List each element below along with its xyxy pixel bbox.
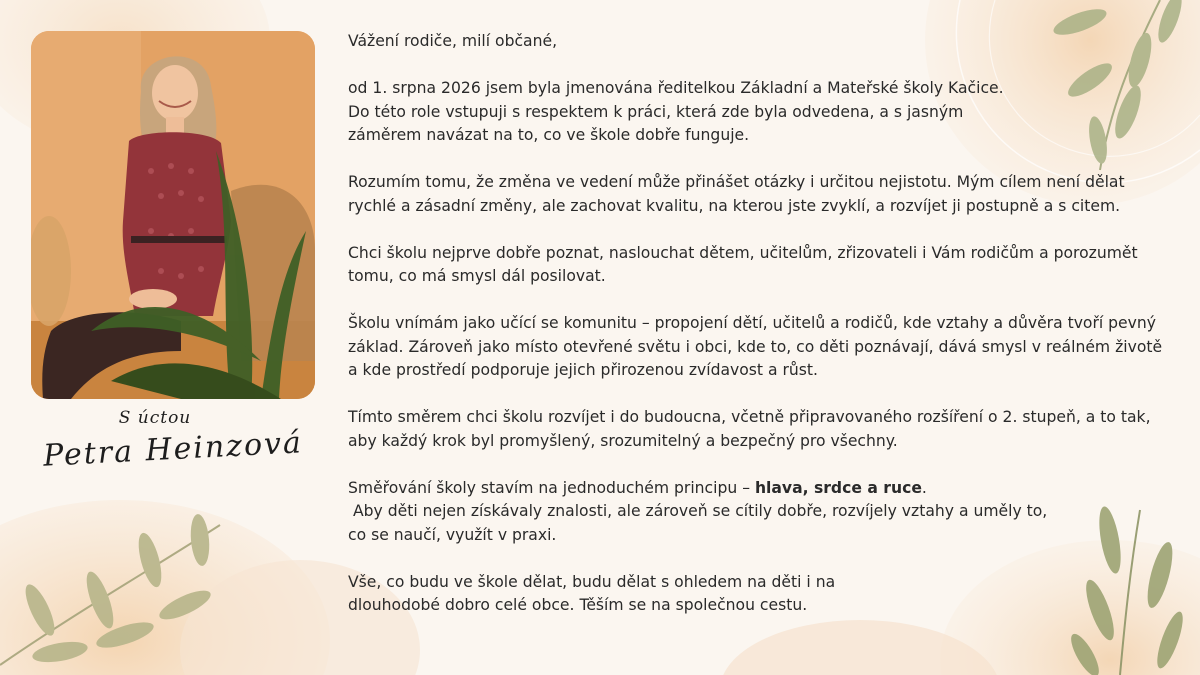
text-line: co se naučí, využít v praxi.: [348, 525, 557, 544]
paragraph-appointment: [348, 77, 1178, 148]
paragraph-community: [348, 312, 1178, 383]
portrait-photo-illustration: [31, 31, 315, 399]
letter-salutation: [348, 30, 1178, 54]
signature-block: [31, 408, 315, 488]
text-line: rychlé a zásadní změny, ale zachovat kvalitu, na kterou jste zvyklí, a rozvíjet ji postupně a s citem.: [348, 196, 1121, 215]
text-line: Rozumím tomu, že změna ve vedení může přinášet otázky i určitou nejistotu. Mým cílem není dělat: [348, 173, 1125, 191]
text-line: Aby děti nejen získávaly znalosti, ale zároveň se cítily dobře, rozvíjely vztahy a uměly to,: [348, 502, 1048, 520]
paragraph-change: [348, 171, 1178, 218]
principle-line: [348, 477, 1178, 501]
principle-bold: hlava, srdce a ruce: [754, 478, 922, 497]
text-line: základ. Zároveň jako místo otevřené světu i obci, kde to, co děti poznávají, dává smysl v reálném životě: [348, 337, 1163, 356]
paragraph-listen: [348, 242, 1178, 289]
text-line: Školu vnímám jako učící se komunitu – propojení dětí, učitelů a rodičů, kde vztahy a důvěra tvoří pevný: [348, 314, 1156, 332]
text-line: Tímto směrem chci školu rozvíjet i do budoucna, včetně připravovaného rozšíření o 2. stupeň, a to tak,: [348, 408, 1151, 426]
signature-name: Petra Heinzová: [42, 425, 304, 474]
text-line: Vše, co budu ve škole dělat, budu dělat s ohledem na děti i na: [348, 572, 836, 591]
signature-greeting: S úctou: [118, 408, 192, 428]
text-line: Chci školu nejprve dobře poznat, naslouchat dětem, učitelům, zřizovateli i Vám rodičům a porozumět: [348, 243, 1138, 262]
paragraph-closing: [348, 571, 1178, 618]
letter-body: [348, 30, 1178, 641]
principle-lead: Směřování školy stavím na jednoduchém principu –: [348, 478, 755, 497]
salutation-line: Vážení rodiče, milí občané,: [348, 32, 558, 50]
paragraph-future: [348, 406, 1178, 453]
text-line: dlouhodobé dobro celé obce. Těším se na společnou cestu.: [348, 596, 808, 614]
text-line: a kde prostředí podporuje jejich přirozenou zvídavost a růst.: [348, 361, 819, 379]
text-line: Do této role vstupuji s respektem k práci, která zde byla odvedena, a s jasným: [348, 102, 964, 121]
text-line: tomu, co má smysl dál posilovat.: [348, 267, 606, 285]
text-line: od 1. srpna 2026 jsem byla jmenována ředitelkou Základní a Mateřské školy Kačice.: [348, 79, 1004, 97]
paragraph-principle: [348, 477, 1178, 548]
principle-end: .: [921, 478, 927, 497]
text-line: záměrem navázat na to, co ve škole dobře funguje.: [348, 126, 750, 144]
text-line: aby každý krok byl promyšlený, srozumitelný a bezpečný pro všechny.: [348, 431, 898, 450]
portrait-photo: [31, 31, 315, 399]
